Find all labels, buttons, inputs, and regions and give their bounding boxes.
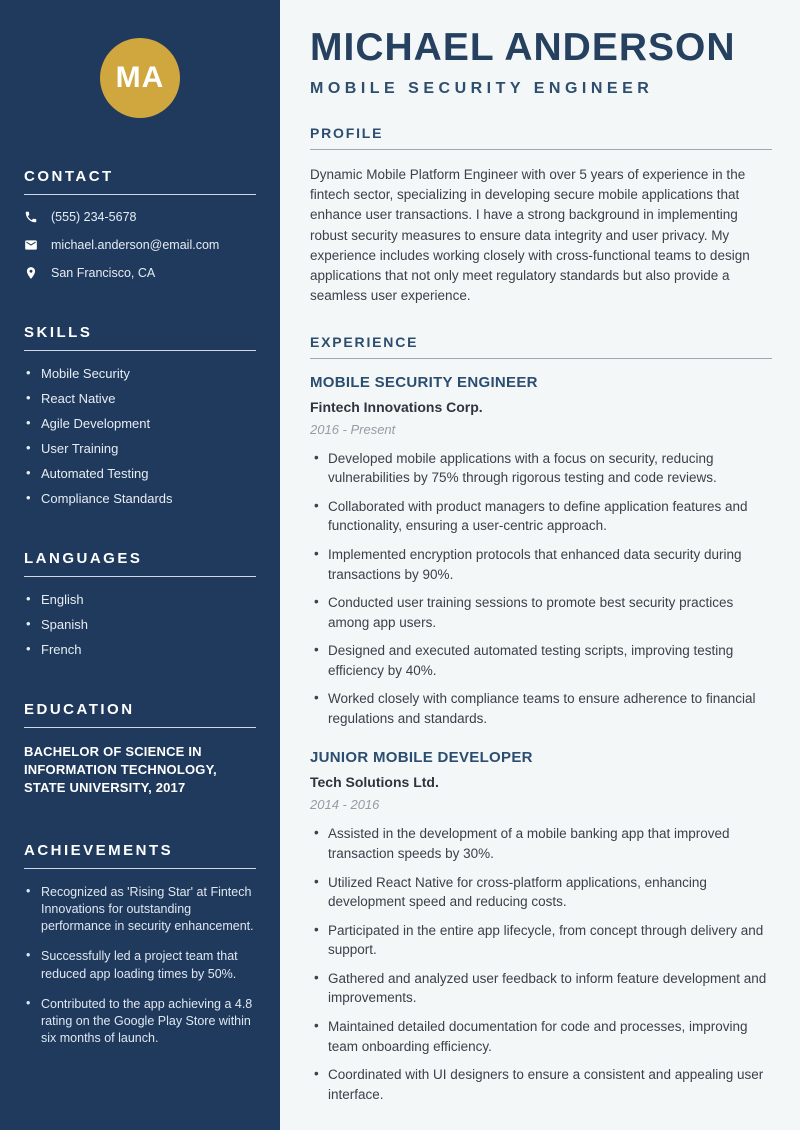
skill-item: • React Native — [24, 391, 256, 406]
contact-email-row — [24, 238, 256, 252]
contact-section — [24, 168, 256, 280]
skill-item: • Mobile Security — [24, 366, 256, 381]
skills-heading: SKILLS — [24, 324, 93, 341]
job-bullet: • Assisted in the development of a mobile banking app that improved transaction speeds by 30%. — [310, 824, 772, 863]
person-name: MICHAEL ANDERSON — [310, 26, 736, 69]
job-bullet: • Worked closely with compliance teams to ensure adherence to financial regulations and standards. — [310, 689, 772, 728]
avatar — [100, 38, 180, 118]
profile-section — [310, 125, 772, 307]
contact-email-text: michael.anderson@email.com — [51, 238, 220, 252]
section-divider — [310, 149, 772, 150]
contact-location-text: San Francisco, CA — [51, 266, 156, 280]
education-section — [24, 701, 256, 798]
contact-location-row — [24, 266, 256, 280]
job-dates: 2016 - Present — [310, 421, 396, 437]
achievement-item: • Successfully led a project team that reduced app loading times by 50%. — [24, 948, 256, 983]
phone-icon — [24, 210, 38, 224]
job-bullets — [310, 824, 772, 1104]
skills-section — [24, 324, 256, 506]
language-item: • French — [24, 642, 256, 657]
section-divider — [310, 358, 772, 359]
email-icon — [24, 238, 38, 252]
main-content — [280, 0, 800, 1130]
experience-job-2 — [310, 749, 772, 1104]
job-company: Tech Solutions Ltd. — [310, 774, 439, 791]
education-degree: BACHELOR OF SCIENCE IN INFORMATION TECHNOLOGY, STATE UNIVERSITY, 2017 — [24, 744, 217, 796]
skills-list — [24, 366, 256, 506]
job-bullet: • Collaborated with product managers to define application features and functionality, ensuring a user-centric approach. — [310, 497, 772, 536]
languages-list — [24, 592, 256, 657]
job-bullet: • Coordinated with UI designers to ensure a consistent and appealing user interface. — [310, 1065, 772, 1104]
job-bullet: • Participated in the entire app lifecycle, from concept through delivery and support. — [310, 921, 772, 960]
section-divider — [24, 194, 256, 195]
section-divider — [24, 727, 256, 728]
job-bullet: • Gathered and analyzed user feedback to inform feature development and improvements. — [310, 969, 772, 1008]
job-bullet: • Implemented encryption protocols that enhanced data security during transactions by 90%. — [310, 545, 772, 584]
job-bullet: • Conducted user training sessions to promote best security practices among app users. — [310, 593, 772, 632]
section-divider — [24, 576, 256, 577]
achievements-list — [24, 884, 256, 1048]
profile-text: Dynamic Mobile Platform Engineer with over 5 years of experience in the fintech sector, specializing in developing secure mobile applications that enhance user transactions. I have a strong background in implementing robust security measures to ensure data integrity and user privacy. My experience includes working closely with cross-functional teams to design applications that not only meet regulatory standards but also provide a seamless user experience. — [310, 166, 750, 304]
job-bullets — [310, 449, 772, 729]
section-divider — [24, 350, 256, 351]
job-dates: 2014 - 2016 — [310, 797, 380, 813]
experience-heading: EXPERIENCE — [310, 333, 419, 350]
section-divider — [24, 868, 256, 869]
languages-section — [24, 550, 256, 657]
person-job-title: MOBILE SECURITY ENGINEER — [310, 79, 654, 97]
skill-item: • Automated Testing — [24, 466, 256, 481]
languages-heading: LANGUAGES — [24, 550, 143, 567]
contact-heading: CONTACT — [24, 168, 114, 185]
job-bullet: • Maintained detailed documentation for code and processes, improving team onboarding efficiency. — [310, 1017, 772, 1056]
job-bullet: • Designed and executed automated testing scripts, improving testing efficiency by 40%. — [310, 641, 772, 680]
job-bullet: • Utilized React Native for cross-platform applications, enhancing development speed and reducing costs. — [310, 873, 772, 912]
experience-section — [310, 334, 772, 1105]
contact-phone-row — [24, 210, 256, 224]
avatar-initials: MA — [115, 61, 165, 94]
sidebar — [0, 0, 280, 1130]
skill-item: • Compliance Standards — [24, 491, 256, 506]
contact-phone-text: (555) 234-5678 — [51, 210, 137, 224]
job-title: JUNIOR MOBILE DEVELOPER — [310, 749, 533, 767]
skill-item: • Agile Development — [24, 416, 256, 431]
job-title: MOBILE SECURITY ENGINEER — [310, 373, 538, 391]
language-item: • English — [24, 592, 256, 607]
achievements-section — [24, 842, 256, 1048]
job-bullet: • Developed mobile applications with a focus on security, reducing vulnerabilities by 75% through rigorous testing and code reviews. — [310, 449, 772, 488]
language-item: • Spanish — [24, 617, 256, 632]
achievement-item: • Recognized as 'Rising Star' at Fintech Innovations for outstanding performance in security enhancement. — [24, 884, 256, 936]
education-heading: EDUCATION — [24, 701, 135, 718]
profile-heading: PROFILE — [310, 124, 384, 141]
location-icon — [24, 266, 38, 280]
experience-job-1 — [310, 374, 772, 729]
achievements-heading: ACHIEVEMENTS — [24, 841, 174, 859]
job-company: Fintech Innovations Corp. — [310, 398, 483, 415]
achievement-item: • Contributed to the app achieving a 4.8 rating on the Google Play Store within six months of launch. — [24, 996, 256, 1048]
skill-item: • User Training — [24, 441, 256, 456]
